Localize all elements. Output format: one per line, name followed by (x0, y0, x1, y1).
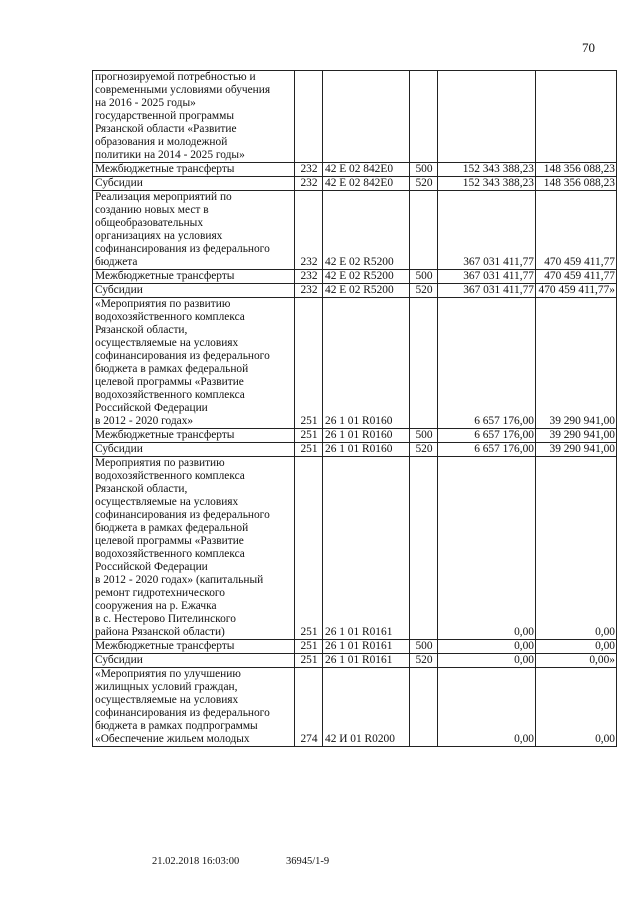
table-row (93, 429, 617, 443)
row-gr-code: 251 (295, 457, 323, 640)
row-name: Субсидии (93, 654, 295, 668)
row-sum-2019: 0,00 (438, 457, 536, 640)
row-sum-2019: 152 343 388,23 (438, 177, 536, 191)
row-vr-code: 520 (410, 654, 438, 668)
row-name: Субсидии (93, 284, 295, 298)
row-sum-2020: 0,00 (536, 640, 617, 654)
table-row (93, 443, 617, 457)
row-vr-code: 520 (410, 284, 438, 298)
table-row (93, 668, 617, 747)
row-gr-code: 232 (295, 177, 323, 191)
row-gr-code: 251 (295, 640, 323, 654)
row-gr-code: 232 (295, 191, 323, 270)
row-name: Мероприятия по развитию водохозяйственного комплекса Рязанской области, осуществляемые на условиях софинансирования из федерального бюджета в рамках федеральной целевой программы «Развитие водохозяйственного комплекса Российской Федерации в 2012 - 2020 годах» (капитальный ремонт гидротехнического сооружения на р. Ежачка в с. Нестерово Пителинского района Рязанской области) (93, 457, 295, 640)
row-sum-2019: 367 031 411,77 (438, 270, 536, 284)
row-name: Межбюджетные трансферты (93, 640, 295, 654)
row-name: Субсидии (93, 177, 295, 191)
row-sum-2019: 6 657 176,00 (438, 443, 536, 457)
row-sum-2019: 0,00 (438, 654, 536, 668)
row-name: «Мероприятия по улучшению жилищных условий граждан, осуществляемые на условиях софинансирования из федерального бюджета в рамках подпрограммы «Обеспечение жильем молодых (93, 668, 295, 747)
row-csr-code: 26 1 01 R0161 (323, 640, 410, 654)
row-sum-2020: 0,00 (536, 457, 617, 640)
row-vr-code (410, 191, 438, 270)
row-vr-code (410, 71, 438, 163)
row-name: Межбюджетные трансферты (93, 429, 295, 443)
row-gr-code: 251 (295, 298, 323, 429)
row-name: Межбюджетные трансферты (93, 270, 295, 284)
row-vr-code: 520 (410, 177, 438, 191)
row-csr-code: 42 Е 02 R5200 (323, 284, 410, 298)
row-vr-code: 500 (410, 429, 438, 443)
row-sum-2020: 0,00 (536, 668, 617, 747)
row-csr-code: 26 1 01 R0160 (323, 298, 410, 429)
row-gr-code: 274 (295, 668, 323, 747)
row-sum-2019: 152 343 388,23 (438, 163, 536, 177)
row-gr-code: 251 (295, 654, 323, 668)
row-csr-code: 42 Е 02 R5200 (323, 191, 410, 270)
table-row (93, 298, 617, 429)
row-sum-2019: 0,00 (438, 668, 536, 747)
row-csr-code: 42 И 01 R0200 (323, 668, 410, 747)
row-gr-code (295, 71, 323, 163)
row-csr-code: 26 1 01 R0160 (323, 443, 410, 457)
row-sum-2020: 0,00» (536, 654, 617, 668)
row-gr-code: 232 (295, 284, 323, 298)
row-sum-2019 (438, 71, 536, 163)
row-vr-code: 500 (410, 640, 438, 654)
row-vr-code: 500 (410, 270, 438, 284)
table-row (93, 71, 617, 163)
row-sum-2020 (536, 71, 617, 163)
row-sum-2020: 148 356 088,23 (536, 163, 617, 177)
page-number: 70 (582, 40, 595, 55)
table-row (93, 284, 617, 298)
table-row (93, 270, 617, 284)
table-row (93, 640, 617, 654)
row-sum-2019: 6 657 176,00 (438, 429, 536, 443)
row-sum-2020: 39 290 941,00 (536, 429, 617, 443)
footer-doc-code: 36945/1-9 (286, 856, 330, 867)
row-csr-code: 42 Е 02 842Е0 (323, 163, 410, 177)
row-csr-code (323, 71, 410, 163)
row-sum-2020: 470 459 411,77» (536, 284, 617, 298)
row-csr-code: 26 1 01 R0160 (323, 429, 410, 443)
row-name: Межбюджетные трансферты (93, 163, 295, 177)
row-gr-code: 232 (295, 163, 323, 177)
table-row (93, 457, 617, 640)
row-csr-code: 26 1 01 R0161 (323, 654, 410, 668)
row-gr-code: 251 (295, 429, 323, 443)
table-row (93, 654, 617, 668)
budget-table (92, 70, 617, 747)
row-sum-2019: 6 657 176,00 (438, 298, 536, 429)
row-gr-code: 251 (295, 443, 323, 457)
row-name: прогнозируемой потребностью и современными условиями обучения на 2016 - 2025 годы» государственной программы Рязанской области «Развитие образования и молодежной политики на 2014 - 2025 годы» (93, 71, 295, 163)
row-csr-code: 26 1 01 R0161 (323, 457, 410, 640)
row-vr-code: 520 (410, 443, 438, 457)
row-sum-2020: 39 290 941,00 (536, 443, 617, 457)
row-sum-2020: 39 290 941,00 (536, 298, 617, 429)
row-name: Реализация мероприятий по созданию новых мест в общеобразовательных организациях на условиях софинансирования из федерального бюджета (93, 191, 295, 270)
row-csr-code: 42 Е 02 842Е0 (323, 177, 410, 191)
row-csr-code: 42 Е 02 R5200 (323, 270, 410, 284)
row-gr-code: 232 (295, 270, 323, 284)
budget-table-body (93, 71, 617, 747)
row-sum-2019: 0,00 (438, 640, 536, 654)
row-sum-2020: 470 459 411,77 (536, 191, 617, 270)
row-sum-2019: 367 031 411,77 (438, 284, 536, 298)
row-sum-2020: 148 356 088,23 (536, 177, 617, 191)
row-vr-code (410, 457, 438, 640)
row-name: «Мероприятия по развитию водохозяйственного комплекса Рязанской области, осуществляемые на условиях софинансирования из федерального бюджета в рамках федеральной целевой программы «Развитие водохозяйственного комплекса Российской Федерации в 2012 - 2020 годах» (93, 298, 295, 429)
row-sum-2019: 367 031 411,77 (438, 191, 536, 270)
row-vr-code (410, 298, 438, 429)
row-vr-code: 500 (410, 163, 438, 177)
footer-timestamp: 21.02.2018 16:03:00 (152, 856, 240, 867)
row-name: Субсидии (93, 443, 295, 457)
table-row (93, 177, 617, 191)
table-row (93, 191, 617, 270)
table-row (93, 163, 617, 177)
row-sum-2020: 470 459 411,77 (536, 270, 617, 284)
row-vr-code (410, 668, 438, 747)
